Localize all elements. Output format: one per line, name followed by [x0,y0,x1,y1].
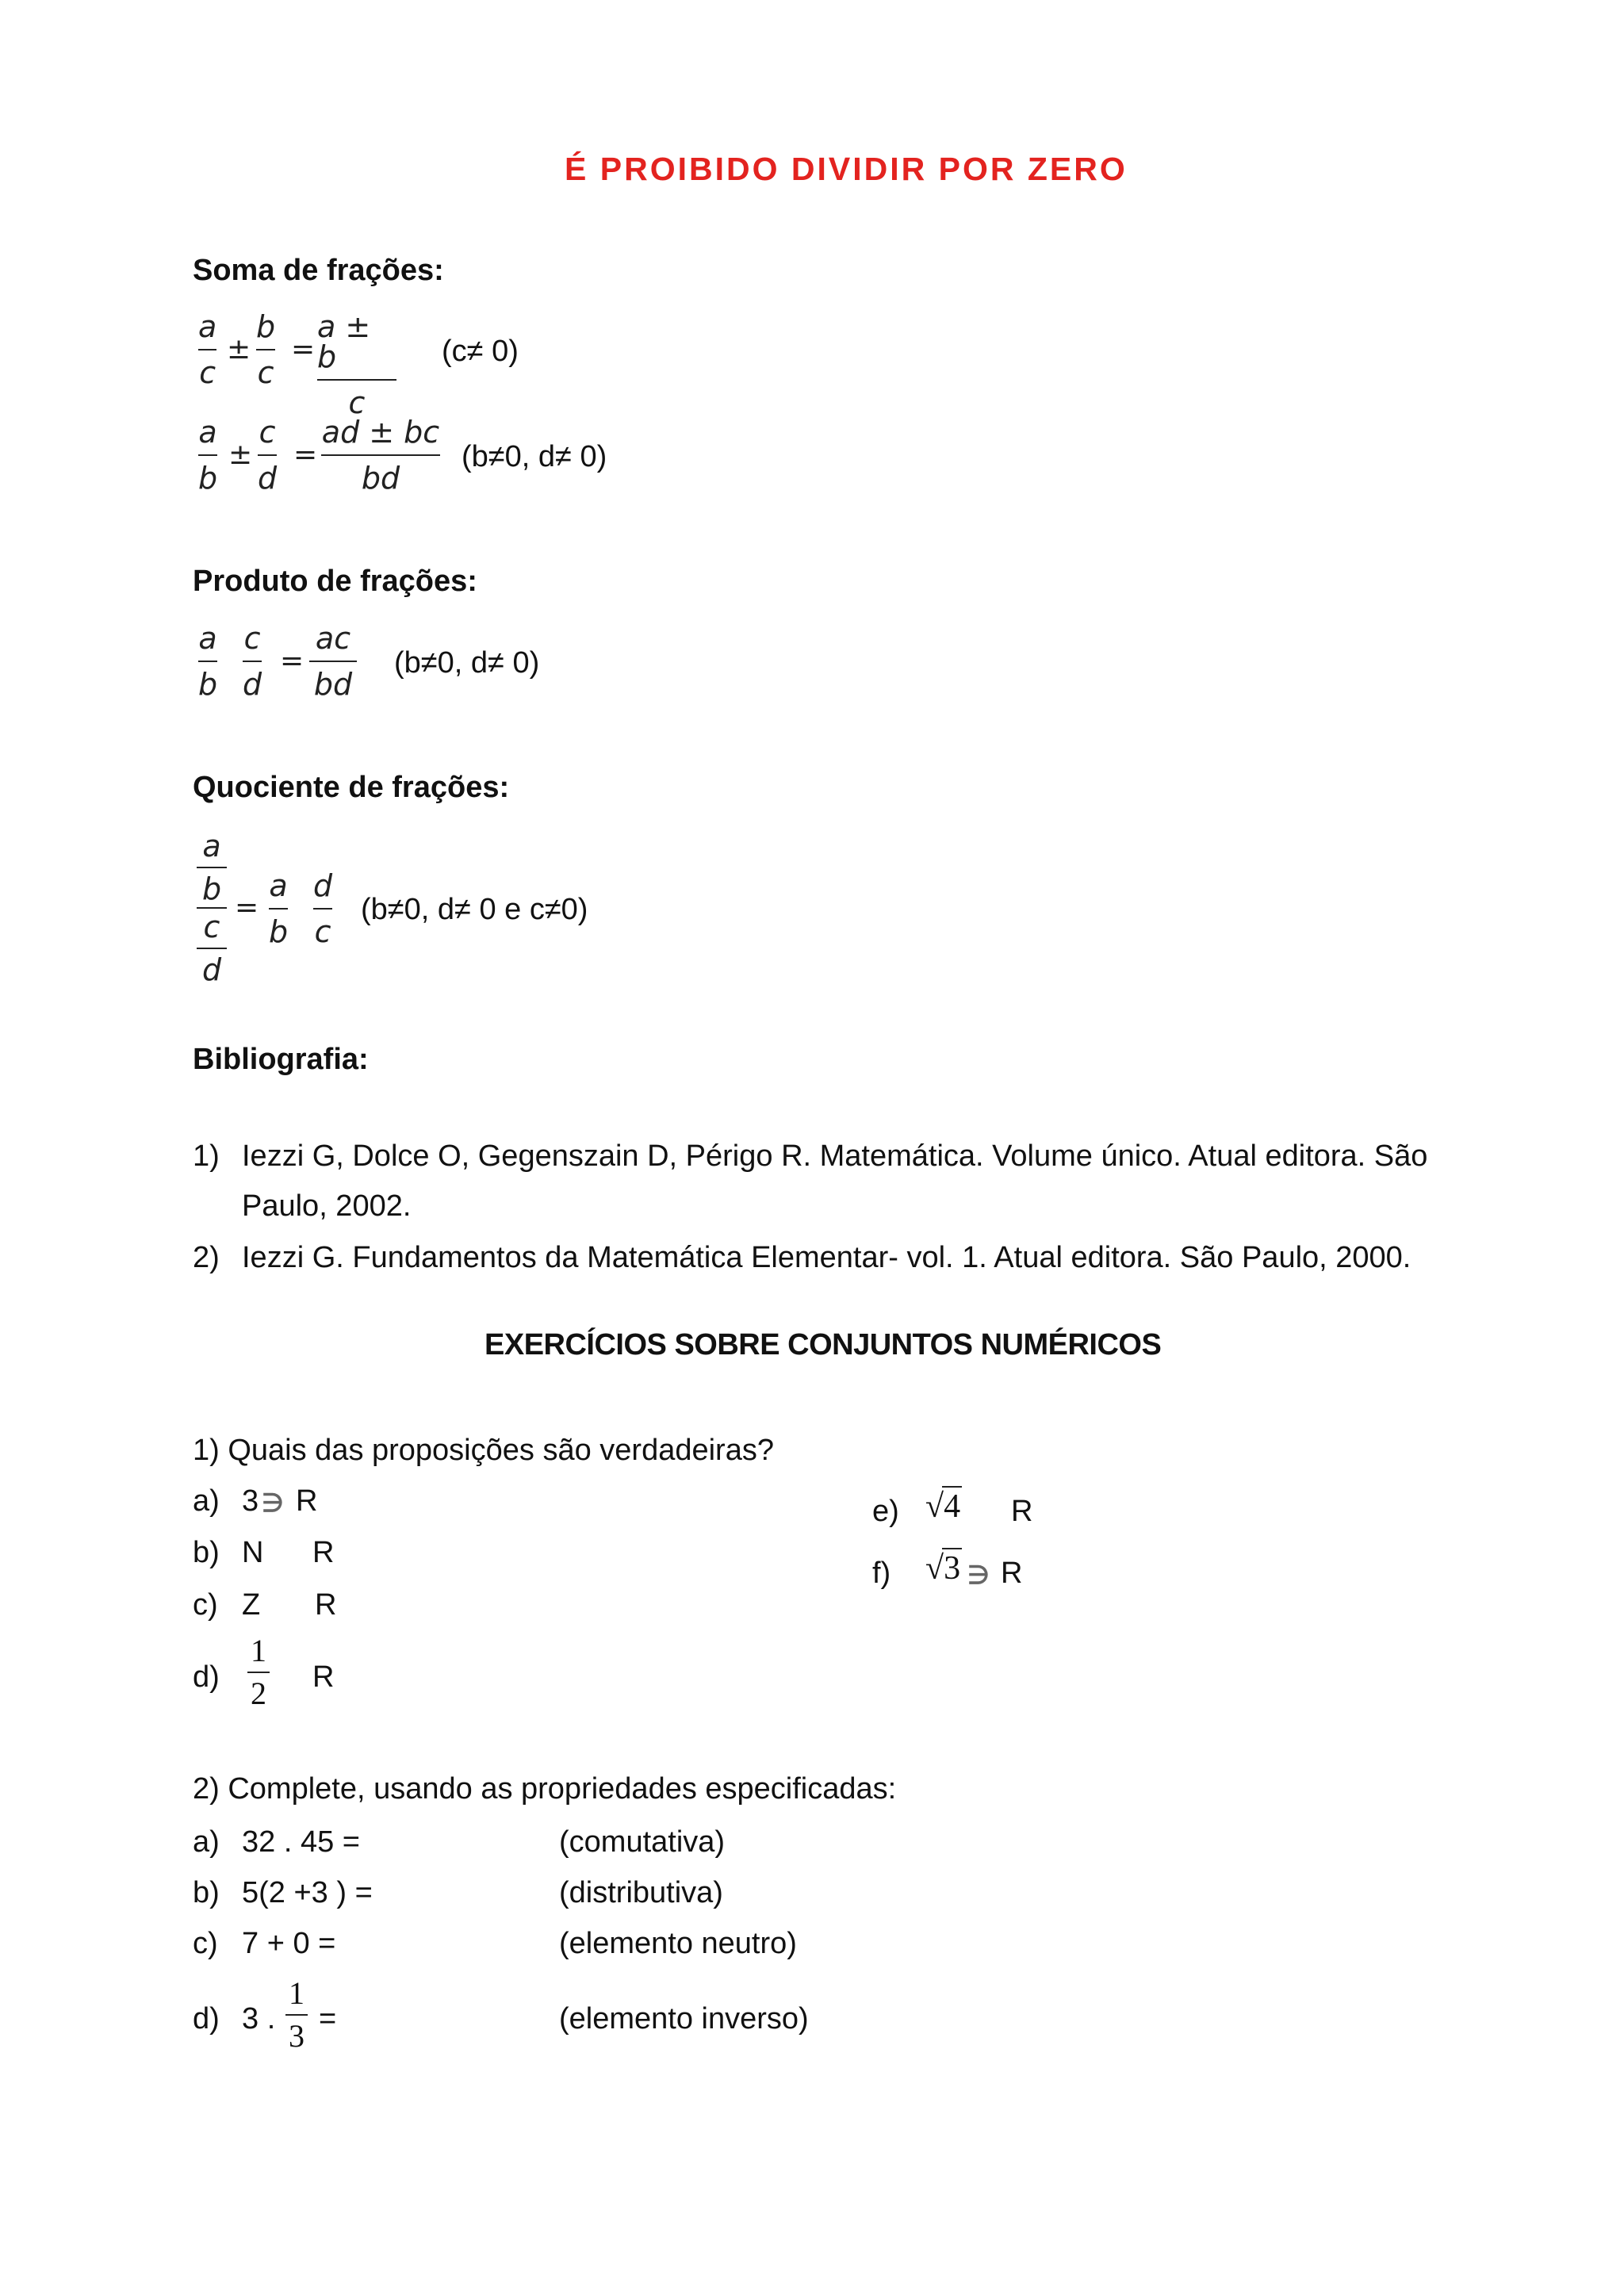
fraction: 1 2 [247,1635,270,1710]
item-left-operand: Z [242,1588,261,1622]
question-1-prompt: 1) Quais das proposições são verdadeiras? [193,1434,774,1467]
item-right-operand: R [312,1536,335,1569]
item-expression: 5(2 +3 ) = [242,1876,373,1909]
fraction: c d [243,621,262,702]
item-right-operand: R [315,1588,337,1622]
list-item-number: 1) [193,1139,220,1173]
section-heading-bibliography: Bibliografia: [193,1043,369,1076]
item-label: d) [193,1660,220,1694]
bibliography-entry: Iezzi G. Fundamentos da Matemática Elementar- vol. 1. Atual editora. São Paulo, 2000. [242,1241,1411,1274]
item-property: (distributiva) [559,1876,723,1909]
item-label: b) [193,1536,220,1569]
item-label: a) [193,1484,220,1518]
exercises-heading: EXERCÍCIOS SOBRE CONJUNTOS NUMÉRICOS [485,1328,1162,1361]
equals-sign: = [291,333,316,366]
item-label: c) [193,1927,218,1960]
condition-text: (b≠0, d≠ 0 e c≠0) [361,893,588,926]
square-root: √3 [925,1548,962,1587]
item-label: a) [193,1825,220,1859]
item-expression: 7 + 0 = [242,1927,336,1960]
fraction: a ± b c [317,312,396,418]
item-label: d) [193,2002,220,2035]
list-item-number: 2) [193,1241,220,1274]
fraction: a b [269,868,289,949]
item-property: (comutativa) [559,1825,726,1859]
contains-symbol: ∋ [967,1561,990,1589]
bibliography-entry-continuation: Paulo, 2002. [242,1189,412,1223]
square-root: √4 [925,1486,962,1526]
compound-fraction: a b c d [197,831,227,985]
condition-text: (c≠ 0) [442,335,519,368]
bibliography-entry: Iezzi G, Dolce O, Gegenszain D, Périgo R. Matemática. Volume único. Atual editora. São [242,1139,1428,1173]
item-property: (elemento neutro) [559,1927,797,1960]
item-property: (elemento inverso) [559,2002,809,2035]
condition-text: (b≠0, d≠ 0) [462,440,607,473]
item-right-operand: R [1011,1495,1033,1528]
fraction: ac bd [309,623,357,699]
equals-sign: = [293,439,318,471]
plus-minus-sign: ± [227,333,251,366]
item-label: c) [193,1588,218,1622]
item-expression-prefix: 3 . [242,2002,276,2035]
fraction: c d [258,415,278,496]
equals-sign: = [319,2002,337,2035]
fraction: a b [198,621,218,702]
plus-minus-sign: ± [228,439,253,471]
equals-sign: = [280,645,304,677]
fraction: a c [198,309,217,390]
item-right-operand: R [312,1660,335,1694]
equals-sign: = [235,891,259,924]
page-title: É PROIBIDO DIVIDIR POR ZERO [565,151,1128,187]
item-label: f) [872,1557,891,1590]
item-left-operand: 3 [242,1484,259,1518]
fraction: 1 3 [285,1978,308,2052]
condition-text: (b≠0, d≠ 0) [394,646,540,680]
item-right-operand: R [296,1484,318,1518]
section-heading-product: Produto de frações: [193,565,477,598]
item-label: b) [193,1876,220,1909]
question-2-prompt: 2) Complete, usando as propriedades especificadas: [193,1772,897,1806]
item-right-operand: R [1001,1557,1023,1590]
item-label: e) [872,1495,899,1528]
fraction: a b [198,415,218,496]
item-expression: 32 . 45 = [242,1825,360,1859]
section-heading-sum: Soma de frações: [193,254,444,287]
fraction: ad ± bc bd [321,415,440,496]
contains-symbol: ∋ [262,1488,284,1517]
section-heading-quotient: Quociente de frações: [193,771,510,804]
fraction: d c [313,868,333,949]
item-left-operand: N [242,1536,264,1569]
fraction: b c [256,309,276,390]
